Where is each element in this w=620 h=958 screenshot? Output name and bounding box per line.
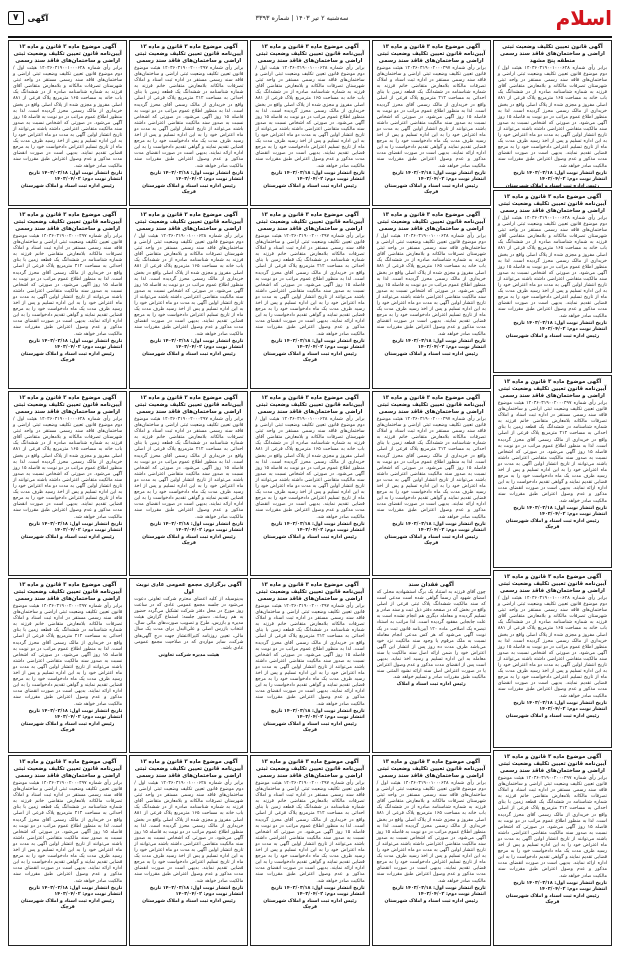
notice-body: برابر رأی شماره ۱۴۰۳۶۰۳۱۹۰۰۲۰۰۰۴۹۷ هیئت موضوع قانون تعیین تکلیف وضعیت ثبتی اراضی و ساختمان‌های فاقد سند رسمی مستقر در اداره ثبت اسناد و املاک تصرفات مالکانه بلامعارض متقاضی خانم فرزند به شماره شناسنامه در ششدانگ یک قطعه زمین با بنای احداثی به مساحت ۲۱۲ مترمربع پلاک فرعی از اصلی واقع در خریداری از مالک رسمی آقای محرز گردیده است. لذا به منظور اطلاع عموم مراتب در دو نوبت به فاصله ۱۵ روز آگهی می‌شود. در صورتی که اشخاص نسبت به صدور سند مالکیت متقاضی اعتراضی داشته باشند می‌توانند از تاریخ انتشار اولین آگهی به مدت دو ماه اعتراض خود را به این اداره تسلیم و پس از اخذ رسید ظرف مدت یک ماه دادخواست خود را به مرجع قضایی تقدیم نمایند و گواهی تقدیم دادخواست را به این اداره ارائه نمایند. بدیهی است در صورت انقضای مدت مذکور و عدم وصول اعتراض طبق مقررات سند مالکیت صادر خواهد شد. — [13, 234, 123, 337]
notice-title: آگهی موضوع ماده ۳ قانون و ماده ۱۳ آیین‌نامه قانون تعیین تکلیف وضعیت ثبتی اراضی و ساختمان‌های فاقد سند رسمی — [498, 194, 607, 214]
notice-title: آگهی موضوع ماده ۳ قانون و ماده ۱۳ آیین‌نامه قانون تعیین تکلیف وضعیت ثبتی اراضی و ساختمان‌های فاقد سند رسمی — [498, 379, 607, 399]
notice-signature: رئیس اداره ثبت اسناد و املاک شهرستان قرچک — [20, 351, 115, 363]
notice-block — [250, 208, 369, 389]
notice-body: برابر رأی شماره ۱۴۰۳۶۰۳۱۹۰۰۱۰۰۰۶۲۸ هیئت اول / دوم موضوع قانون تعیین تکلیف وضعیت ثبتی اراضی و ساختمان‌های فاقد سند رسمی مستقر در واحد ثبتی شهرستان تصرفات مالکانه و بلامعارض متقاضی آقای فرزند به شماره شناسنامه صادره از در ششدانگ یک باب خانه به مساحت ۱۶۵ مترمربع پلاک فرعی از ۸۸۱ اصلی مفروز و مجزی شده از پلاک اصلی واقع در بخش خریداری از مالک رسمی محرز گردیده است. لذا به منظور اطلاع عموم مراتب در دو نوبت به فاصله ۱۵ روز آگهی می‌شود. در صورتی که اشخاص نسبت به صدور سند مالکیت متقاضی اعتراضی داشته باشند می‌توانند از تاریخ انتشار اولین آگهی به مدت دو ماه اعتراض خود را به این اداره تسلیم و پس از اخذ رسید ظرف مدت یک ماه از تاریخ تسلیم اعتراض دادخواست خود را به مرجع قضایی تقدیم نمایند. بدیهی است در صورت انقضای مدت مذکور و عدم وصول اعتراض طبق مقررات سند مالکیت صادر خواهد شد. — [497, 66, 607, 169]
notice-title: آگهی موضوع ماده ۳ قانون و ماده ۱۳ آیین‌نامه قانون تعیین تکلیف وضعیت ثبتی اراضی و ساختمان‌های فاقد سند رسمی — [134, 759, 243, 779]
notice-signature: هیئت مدیره شرکت تعاونی — [158, 652, 220, 658]
publication-dates: تاریخ انتشار نوبت اول: ۱۴۰۳/۰۳/۱۸ تاریخ انتشار نوبت دوم: ۱۴۰۳/۰۴/۰۲ — [149, 170, 244, 182]
publication-dates: تاریخ انتشار نوبت اول: ۱۴۰۳/۰۳/۱۸ تاریخ انتشار نوبت دوم: ۱۴۰۳/۰۴/۰۲ — [28, 521, 123, 533]
notice-signature: رئیس اداره ثبت اسناد و املاک شهرستان — [142, 898, 236, 904]
notice-signature: رئیس اداره ثبت اسناد و املاک شهرستان — [20, 183, 115, 189]
notice-body: برابر رأی شماره ۱۴۰۳۶۰۳۱۹۰۰۲۰۰۰۴۹۷ هیئت موضوع قانون تعیین تکلیف وضعیت ثبتی اراضی و ساختمان‌های فاقد سند رسمی مستقر در اداره ثبت اسناد و املاک تصرفات مالکانه بلامعارض متقاضی خانم فرزند به شماره شناسنامه در ششدانگ یک قطعه زمین با بنای احداثی به مساحت ۲۱۲ مترمربع پلاک فرعی از اصلی واقع در خریداری از مالک رسمی آقای محرز گردیده است. لذا به منظور اطلاع عموم مراتب در دو نوبت به فاصله ۱۵ روز آگهی می‌شود. در صورتی که اشخاص نسبت به صدور سند مالکیت متقاضی اعتراضی داشته باشند می‌توانند از تاریخ انتشار اولین آگهی به مدت دو ماه اعتراض خود را به این اداره تسلیم و پس از اخذ رسید ظرف مدت یک ماه دادخواست خود را به مرجع قضایی تقدیم نمایند و گواهی تقدیم دادخواست را به این اداره ارائه نمایند. بدیهی است در صورت انقضای مدت مذکور و عدم وصول اعتراض طبق مقررات سند مالکیت صادر خواهد شد. — [13, 604, 123, 707]
notice-signature: رئیس اداره ثبت اسناد و املاک شهرستان — [505, 713, 600, 719]
notice-title: آگهی موضوع ماده ۳ قانون و ماده ۱۳ آیین‌نامه قانون تعیین تکلیف وضعیت ثبتی اراضی و ساختمان‌های فاقد سند رسمی — [255, 582, 365, 602]
notice-block — [129, 578, 248, 753]
notice-body: چون آقای فرزند به استناد یک برگ استشهادیه محلی که امضای شهود آن رسماً گواهی شده است مدعی است که سند مالکیت ششدانگ پلاک ثبتی فرعی از اصلی واقع در بخش که در صفحه دفتر ذیل ثبت و سند صادر و تسلیم گردیده و معامله دیگری هم انجام نشده است به علت جابجایی مفقود گردیده است. لذا مراتب به استناد تبصره یک اصلاحی ماده ۱۲۰ آیین‌نامه قانون ثبت در یک نوبت آگهی می‌شود که هر کس مدعی انجام معامله نسبت به ملک مرقوم یا وجود سند مالکیت نزد خود می‌باشد ظرف مدت ده روز پس از انتشار این آگهی اعتراض خود را ضمن ارائه اصل سند مالکیت یا سند معامله به این اداره تسلیم و رسید اخذ نماید. بدیهی است پس از انقضای مدت مذکور و عدم وصول اعتراض یا در صورت اعتراض اصل سند ارائه نشود المثنی سند مالکیت طبق مقررات صادر و تسلیم خواهد شد. — [376, 590, 486, 681]
notice-title: آگهی موضوع ماده ۳ قانون و ماده ۱۳ آیین‌نامه قانون تعیین تکلیف وضعیت ثبتی اراضی و ساختمان‌های فاقد سند رسمی — [377, 395, 486, 415]
notice-signature: رئیس اداره ثبت اسناد و املاک — [396, 682, 466, 688]
notice-block — [372, 40, 491, 206]
publication-dates: تاریخ انتشار نوبت اول: ۱۴۰۳/۰۳/۱۸ تاریخ انتشار نوبت دوم: ۱۴۰۳/۰۴/۰۲ — [392, 338, 486, 350]
notice-title: آگهی موضوع ماده ۳ قانون و ماده ۱۳ آیین‌نامه قانون تعیین تکلیف وضعیت ثبتی اراضی و ساختمان‌های فاقد سند رسمی — [134, 212, 243, 232]
notice-title: آگهی موضوع ماده ۳ قانون و ماده ۱۳ آیین‌نامه قانون تعیین تکلیف وضعیت ثبتی اراضی و ساختمان‌های فاقد سند رسمی — [255, 44, 365, 64]
publication-dates: تاریخ انتشار نوبت اول: ۱۴۰۳/۰۳/۱۸ تاریخ انتشار نوبت دوم: ۱۴۰۳/۰۴/۰۲ — [149, 338, 244, 350]
notice-block — [8, 578, 127, 753]
notice-block — [372, 578, 491, 753]
notice-block — [8, 208, 127, 389]
notice-block — [8, 391, 127, 576]
publication-dates: تاریخ انتشار نوبت اول: ۱۴۰۳/۰۳/۱۸ تاریخ انتشار نوبت دوم: ۱۴۰۳/۰۴/۰۲ — [513, 700, 607, 712]
masthead — [8, 0, 612, 38]
notice-title: آگهی موضوع ماده ۳ قانون و ماده ۱۳ آیین‌نامه قانون تعیین تکلیف وضعیت ثبتی اراضی و ساختمان‌های فاقد سند رسمی — [13, 582, 122, 602]
notice-title: آگهی موضوع ماده ۳ قانون و ماده ۱۳ آیین‌نامه قانون تعیین تکلیف وضعیت ثبتی اراضی و ساختمان‌های فاقد سند رسمی — [13, 395, 122, 415]
section-label: آگهی — [27, 13, 49, 23]
notice-body: برابر رأی شماره ۱۴۰۳۶۰۳۱۹۰۰۲۰۰۰۴۹۷ هیئت موضوع قانون تعیین تکلیف وضعیت ثبتی اراضی و ساختمان‌های فاقد سند رسمی مستقر در اداره ثبت اسناد و املاک تصرفات مالکانه بلامعارض متقاضی خانم فرزند به شماره شناسنامه در ششدانگ یک قطعه زمین با بنای احداثی به مساحت ۲۱۲ مترمربع پلاک فرعی از اصلی واقع در خریداری از مالک رسمی آقای محرز گردیده است. لذا به منظور اطلاع عموم مراتب در دو نوبت به فاصله ۱۵ روز آگهی می‌شود. در صورتی که اشخاص نسبت به صدور سند مالکیت متقاضی اعتراضی داشته باشند می‌توانند از تاریخ انتشار اولین آگهی به مدت دو ماه اعتراض خود را به این اداره تسلیم و پس از اخذ رسید ظرف مدت یک ماه دادخواست خود را به مرجع قضایی تقدیم نمایند و گواهی تقدیم دادخواست را به این اداره ارائه نمایند. بدیهی است در صورت انقضای مدت مذکور و عدم وصول اعتراض طبق مقررات سند مالکیت صادر خواهد شد. — [497, 401, 608, 504]
notice-block — [250, 391, 369, 576]
notice-body: برابر رأی شماره ۱۴۰۳۶۰۳۱۹۰۰۲۰۰۰۴۹۷ هیئت موضوع قانون تعیین تکلیف وضعیت ثبتی اراضی و ساختمان‌های فاقد سند رسمی مستقر در اداره ثبت اسناد و املاک تصرفات مالکانه بلامعارض متقاضی خانم فرزند به شماره شناسنامه در ششدانگ یک قطعه زمین با بنای احداثی به مساحت ۲۱۲ مترمربع پلاک فرعی از اصلی واقع در خریداری از مالک رسمی آقای محرز گردیده است. لذا به منظور اطلاع عموم مراتب در دو نوبت به فاصله ۱۵ روز آگهی می‌شود. در صورتی که اشخاص نسبت به صدور سند مالکیت متقاضی اعتراضی داشته باشند می‌توانند از تاریخ انتشار اولین آگهی به مدت دو ماه اعتراض خود را به این اداره تسلیم و پس از اخذ رسید ظرف مدت یک ماه دادخواست خود را به مرجع قضایی تقدیم نمایند و گواهی تقدیم دادخواست را به این اداره ارائه نمایند. بدیهی است در صورت انقضای مدت مذکور و عدم وصول اعتراض طبق مقررات سند مالکیت صادر خواهد شد. — [376, 66, 486, 169]
notice-body: برابر رأی شماره ۱۴۰۳۶۰۳۱۹۰۰۱۰۰۰۶۲۸ هیئت اول / دوم موضوع قانون تعیین تکلیف وضعیت ثبتی اراضی و ساختمان‌های فاقد سند رسمی مستقر در واحد ثبتی شهرستان تصرفات مالکانه و بلامعارض متقاضی آقای فرزند به شماره شناسنامه صادره از در ششدانگ یک باب خانه به مساحت ۱۶۵ مترمربع پلاک فرعی از ۸۸۱ اصلی مفروز و مجزی شده از پلاک اصلی واقع در بخش خریداری از مالک رسمی محرز گردیده است. لذا به منظور اطلاع عموم مراتب در دو نوبت به فاصله ۱۵ روز آگهی می‌شود. در صورتی که اشخاص نسبت به صدور سند مالکیت متقاضی اعتراضی داشته باشند می‌توانند از تاریخ انتشار اولین آگهی به مدت دو ماه اعتراض خود را به این اداره تسلیم و پس از اخذ رسید ظرف مدت یک ماه از تاریخ تسلیم اعتراض دادخواست خود را به مرجع قضایی تقدیم نمایند. بدیهی است در صورت انقضای مدت مذکور و عدم وصول اعتراض طبق مقررات سند مالکیت صادر خواهد شد. — [134, 781, 244, 884]
notice-signature: رئیس اداره ثبت اسناد و املاک شهرستان قرچک — [505, 518, 600, 530]
notice-signature: رئیس اداره ثبت اسناد و املاک شهرستان — [505, 333, 600, 339]
issue-dateline: سه‌شنبه ۲ تیر ۱۴۰۳ | شماره ۳۳۹۳ — [255, 14, 349, 22]
notice-title: آگهی موضوع ماده ۳ قانون و ماده ۱۳ آیین‌نامه قانون تعیین تکلیف وضعیت ثبتی اراضی و ساختمان‌های فاقد سند رسمی — [134, 44, 243, 64]
newspaper-logo: اسلام — [555, 6, 612, 30]
publication-dates: تاریخ انتشار نوبت اول: ۱۴۰۳/۰۳/۱۸ تاریخ انتشار نوبت دوم: ۱۴۰۳/۰۴/۰۲ — [513, 505, 607, 517]
notice-block — [372, 391, 491, 576]
publication-dates: تاریخ انتشار نوبت اول: ۱۴۰۳/۰۳/۱۸ تاریخ انتشار نوبت دوم: ۱۴۰۳/۰۴/۰۲ — [28, 708, 123, 720]
notice-signature: رئیس اداره ثبت اسناد و املاک شهرستان قرچک — [384, 534, 478, 546]
notice-block — [129, 391, 248, 576]
notice-signature: رئیس اداره ثبت اسناد و املاک شهرستان قرچک — [263, 351, 357, 363]
notice-block — [372, 208, 491, 389]
notice-body: برابر رأی شماره ۱۴۰۳۶۰۳۱۹۰۰۱۰۰۰۶۲۸ هیئت اول / دوم موضوع قانون تعیین تکلیف وضعیت ثبتی اراضی و ساختمان‌های فاقد سند رسمی مستقر در واحد ثبتی شهرستان تصرفات مالکانه و بلامعارض متقاضی آقای فرزند به شماره شناسنامه صادره از در ششدانگ یک باب خانه به مساحت ۱۶۵ مترمربع پلاک فرعی از ۸۸۱ اصلی مفروز و مجزی شده از پلاک اصلی واقع در بخش خریداری از مالک رسمی محرز گردیده است. لذا به منظور اطلاع عموم مراتب در دو نوبت به فاصله ۱۵ روز آگهی می‌شود. در صورتی که اشخاص نسبت به صدور سند مالکیت متقاضی اعتراضی داشته باشند می‌توانند از تاریخ انتشار اولین آگهی به مدت دو ماه اعتراض خود را به این اداره تسلیم و پس از اخذ رسید ظرف مدت یک ماه از تاریخ تسلیم اعتراض دادخواست خود را به مرجع قضایی تقدیم نمایند. بدیهی است در صورت انقضای مدت مذکور و عدم وصول اعتراض طبق مقررات سند مالکیت صادر خواهد شد. — [13, 417, 123, 520]
notice-signature: رئیس اداره ثبت اسناد و املاک شهرستان قرچک — [142, 183, 236, 195]
notice-title: آگهی موضوع ماده ۳ قانون و ماده ۱۳ آیین‌نامه قانون تعیین تکلیف وضعیت ثبتی اراضی و ساختمان‌های فاقد سند رسمی — [498, 574, 607, 594]
notice-block — [8, 40, 127, 206]
notice-signature: رئیس اداره ثبت اسناد و املاک شهرستان قرچک — [263, 721, 357, 733]
notice-title: آگهی قانون تعیین تکلیف وضعیت ثبتی اراضی و ساختمان‌های فاقد سند رسمی منطقه پنج مشهد — [499, 44, 605, 64]
notice-signature: رئیس اداره ثبت اسناد و املاک شهرستان قرچک — [505, 893, 600, 905]
notice-body: برابر رأی شماره ۱۴۰۳۶۰۳۱۹۰۰۲۰۰۰۴۹۷ هیئت موضوع قانون تعیین تکلیف وضعیت ثبتی اراضی و ساختمان‌های فاقد سند رسمی مستقر در اداره ثبت اسناد و املاک تصرفات مالکانه بلامعارض متقاضی خانم فرزند به شماره شناسنامه در ششدانگ یک قطعه زمین با بنای احداثی به مساحت ۲۱۲ مترمربع پلاک فرعی از اصلی واقع در خریداری از مالک رسمی آقای محرز گردیده است. لذا به منظور اطلاع عموم مراتب در دو نوبت به فاصله ۱۵ روز آگهی می‌شود. در صورتی که اشخاص نسبت به صدور سند مالکیت متقاضی اعتراضی داشته باشند می‌توانند از تاریخ انتشار اولین آگهی به مدت دو ماه اعتراض خود را به این اداره تسلیم و پس از اخذ رسید ظرف مدت یک ماه دادخواست خود را به مرجع قضایی تقدیم نمایند و گواهی تقدیم دادخواست را به این اداره ارائه نمایند. بدیهی است در صورت انقضای مدت مذکور و عدم وصول اعتراض طبق مقررات سند مالکیت صادر خواهد شد. — [255, 781, 365, 884]
page-number: ۷ — [8, 11, 24, 25]
notice-body: برابر رأی شماره ۱۴۰۳۶۰۳۱۹۰۰۲۰۰۰۴۹۷ هیئت موضوع قانون تعیین تکلیف وضعیت ثبتی اراضی و ساختمان‌های فاقد سند رسمی مستقر در اداره ثبت اسناد و املاک تصرفات مالکانه بلامعارض متقاضی خانم فرزند به شماره شناسنامه در ششدانگ یک قطعه زمین با بنای احداثی به مساحت ۲۱۲ مترمربع پلاک فرعی از اصلی واقع در خریداری از مالک رسمی آقای محرز گردیده است. لذا به منظور اطلاع عموم مراتب در دو نوبت به فاصله ۱۵ روز آگهی می‌شود. در صورتی که اشخاص نسبت به صدور سند مالکیت متقاضی اعتراضی داشته باشند می‌توانند از تاریخ انتشار اولین آگهی به مدت دو ماه اعتراض خود را به این اداره تسلیم و پس از اخذ رسید ظرف مدت یک ماه دادخواست خود را به مرجع قضایی تقدیم نمایند و گواهی تقدیم دادخواست را به این اداره ارائه نمایند. بدیهی است در صورت انقضای مدت مذکور و عدم وصول اعتراض طبق مقررات سند مالکیت صادر خواهد شد. — [255, 604, 365, 707]
publication-dates: تاریخ انتشار نوبت اول: ۱۴۰۳/۰۳/۱۸ تاریخ انتشار نوبت دوم: ۱۴۰۳/۰۴/۰۲ — [392, 170, 486, 182]
publication-dates: تاریخ انتشار نوبت اول: ۱۴۰۳/۰۳/۱۸ تاریخ انتشار نوبت دوم: ۱۴۰۳/۰۴/۰۲ — [149, 521, 244, 533]
publication-dates: تاریخ انتشار نوبت اول: ۱۴۰۳/۰۳/۱۸ تاریخ انتشار نوبت دوم: ۱۴۰۳/۰۴/۰۲ — [271, 885, 365, 897]
publication-dates: تاریخ انتشار نوبت اول: ۱۴۰۳/۰۳/۱۸ تاریخ انتشار نوبت دوم: ۱۴۰۳/۰۴/۰۲ — [392, 521, 486, 533]
notice-title: آگهی موضوع ماده ۳ قانون و ماده ۱۳ آیین‌نامه قانون تعیین تکلیف وضعیت ثبتی اراضی و ساختمان‌های فاقد سند رسمی — [134, 395, 243, 415]
notice-title: آگهی موضوع ماده ۳ قانون و ماده ۱۳ آیین‌نامه قانون تعیین تکلیف وضعیت ثبتی اراضی و ساختمان‌های فاقد سند رسمی — [377, 44, 486, 64]
publication-dates: تاریخ انتشار نوبت اول: ۱۴۰۳/۰۳/۱۸ تاریخ انتشار نوبت دوم: ۱۴۰۳/۰۴/۰۲ — [271, 170, 365, 182]
notice-body: برابر رأی شماره ۱۴۰۳۶۰۳۱۹۰۰۱۰۰۰۶۲۸ هیئت اول / دوم موضوع قانون تعیین تکلیف وضعیت ثبتی اراضی و ساختمان‌های فاقد سند رسمی مستقر در واحد ثبتی شهرستان تصرفات مالکانه و بلامعارض متقاضی آقای فرزند به شماره شناسنامه صادره از در ششدانگ یک باب خانه به مساحت ۱۶۵ مترمربع پلاک فرعی از ۸۸۱ اصلی مفروز و مجزی شده از پلاک اصلی واقع در بخش خریداری از مالک رسمی محرز گردیده است. لذا به منظور اطلاع عموم مراتب در دو نوبت به فاصله ۱۵ روز آگهی می‌شود. در صورتی که اشخاص نسبت به صدور سند مالکیت متقاضی اعتراضی داشته باشند می‌توانند از تاریخ انتشار اولین آگهی به مدت دو ماه اعتراض خود را به این اداره تسلیم و پس از اخذ رسید ظرف مدت یک ماه از تاریخ تسلیم اعتراض دادخواست خود را به مرجع قضایی تقدیم نمایند. بدیهی است در صورت انقضای مدت مذکور و عدم وصول اعتراض طبق مقررات سند مالکیت صادر خواهد شد. — [497, 596, 607, 699]
notice-block — [250, 755, 369, 946]
publication-dates: تاریخ انتشار نوبت اول: ۱۴۰۳/۰۳/۱۸ تاریخ انتشار نوبت دوم: ۱۴۰۳/۰۴/۰۲ — [271, 708, 365, 720]
notice-block — [493, 40, 612, 188]
notice-body: برابر رأی شماره ۱۴۰۳۶۰۳۱۹۰۰۲۰۰۰۴۹۷ هیئت موضوع قانون تعیین تکلیف وضعیت ثبتی اراضی و ساختمان‌های فاقد سند رسمی مستقر در اداره ثبت اسناد و املاک تصرفات مالکانه بلامعارض متقاضی خانم فرزند به شماره شناسنامه در ششدانگ یک قطعه زمین با بنای احداثی به مساحت ۲۱۲ مترمربع پلاک فرعی از اصلی واقع در خریداری از مالک رسمی آقای محرز گردیده است. لذا به منظور اطلاع عموم مراتب در دو نوبت به فاصله ۱۵ روز آگهی می‌شود. در صورتی که اشخاص نسبت به صدور سند مالکیت متقاضی اعتراضی داشته باشند می‌توانند از تاریخ انتشار اولین آگهی به مدت دو ماه اعتراض خود را به این اداره تسلیم و پس از اخذ رسید ظرف مدت یک ماه دادخواست خود را به مرجع قضایی تقدیم نمایند و گواهی تقدیم دادخواست را به این اداره ارائه نمایند. بدیهی است در صورت انقضای مدت مذکور و عدم وصول اعتراض طبق مقررات سند مالکیت صادر خواهد شد. — [134, 66, 244, 169]
publication-dates: تاریخ انتشار نوبت اول: ۱۴۰۳/۰۳/۱۸ تاریخ انتشار نوبت دوم: ۱۴۰۳/۰۴/۰۲ — [271, 521, 365, 533]
notice-block — [493, 375, 612, 568]
notice-body: برابر رأی شماره ۱۴۰۳۶۰۳۱۹۰۰۱۰۰۰۶۲۸ هیئت اول / دوم موضوع قانون تعیین تکلیف وضعیت ثبتی اراضی و ساختمان‌های فاقد سند رسمی مستقر در واحد ثبتی شهرستان تصرفات مالکانه و بلامعارض متقاضی آقای فرزند به شماره شناسنامه صادره از در ششدانگ یک باب خانه به مساحت ۱۶۵ مترمربع پلاک فرعی از ۸۸۱ اصلی مفروز و مجزی شده از پلاک اصلی واقع در بخش خریداری از مالک رسمی محرز گردیده است. لذا به منظور اطلاع عموم مراتب در دو نوبت به فاصله ۱۵ روز آگهی می‌شود. در صورتی که اشخاص نسبت به صدور سند مالکیت متقاضی اعتراضی داشته باشند می‌توانند از تاریخ انتشار اولین آگهی به مدت دو ماه اعتراض خود را به این اداره تسلیم و پس از اخذ رسید ظرف مدت یک ماه از تاریخ تسلیم اعتراض دادخواست خود را به مرجع قضایی تقدیم نمایند. بدیهی است در صورت انقضای مدت مذکور و عدم وصول اعتراض طبق مقررات سند مالکیت صادر خواهد شد. — [255, 417, 365, 520]
notice-body: برابر رأی شماره ۱۴۰۳۶۰۳۱۹۰۰۲۰۰۰۴۹۷ هیئت موضوع قانون تعیین تکلیف وضعیت ثبتی اراضی و ساختمان‌های فاقد سند رسمی مستقر در اداره ثبت اسناد و املاک تصرفات مالکانه بلامعارض متقاضی خانم فرزند به شماره شناسنامه در ششدانگ یک قطعه زمین با بنای احداثی به مساحت ۲۱۲ مترمربع پلاک فرعی از اصلی واقع در خریداری از مالک رسمی آقای محرز گردیده است. لذا به منظور اطلاع عموم مراتب در دو نوبت به فاصله ۱۵ روز آگهی می‌شود. در صورتی که اشخاص نسبت به صدور سند مالکیت متقاضی اعتراضی داشته باشند می‌توانند از تاریخ انتشار اولین آگهی به مدت دو ماه اعتراض خود را به این اداره تسلیم و پس از اخذ رسید ظرف مدت یک ماه دادخواست خود را به مرجع قضایی تقدیم نمایند و گواهی تقدیم دادخواست را به این اداره ارائه نمایند. بدیهی است در صورت انقضای مدت مذکور و عدم وصول اعتراض طبق مقررات سند مالکیت صادر خواهد شد. — [376, 417, 486, 520]
notice-title: آگهی موضوع ماده ۳ قانون و ماده ۱۳ آیین‌نامه قانون تعیین تکلیف وضعیت ثبتی اراضی و ساختمان‌های فاقد سند رسمی — [13, 759, 122, 779]
notice-body: برابر رأی شماره ۱۴۰۳۶۰۳۱۹۰۰۱۰۰۰۶۲۸ هیئت اول / دوم موضوع قانون تعیین تکلیف وضعیت ثبتی اراضی و ساختمان‌های فاقد سند رسمی مستقر در واحد ثبتی شهرستان تصرفات مالکانه و بلامعارض متقاضی آقای فرزند به شماره شناسنامه صادره از در ششدانگ یک باب خانه به مساحت ۱۶۵ مترمربع پلاک فرعی از ۸۸۱ اصلی مفروز و مجزی شده از پلاک اصلی واقع در بخش خریداری از مالک رسمی محرز گردیده است. لذا به منظور اطلاع عموم مراتب در دو نوبت به فاصله ۱۵ روز آگهی می‌شود. در صورتی که اشخاص نسبت به صدور سند مالکیت متقاضی اعتراضی داشته باشند می‌توانند از تاریخ انتشار اولین آگهی به مدت دو ماه اعتراض خود را به این اداره تسلیم و پس از اخذ رسید ظرف مدت یک ماه از تاریخ تسلیم اعتراض دادخواست خود را به مرجع قضایی تقدیم نمایند. بدیهی است در صورت انقضای مدت مذکور و عدم وصول اعتراض طبق مقررات سند مالکیت صادر خواهد شد. — [255, 66, 365, 169]
notice-block — [129, 208, 248, 389]
notice-signature: رئیس اداره ثبت اسناد و املاک شهرستان قرچک — [384, 183, 478, 195]
notice-block — [8, 755, 127, 946]
notice-body: برابر رأی شماره ۱۴۰۳۶۰۳۱۹۰۰۲۰۰۰۴۹۷ هیئت موضوع قانون تعیین تکلیف وضعیت ثبتی اراضی و ساختمان‌های فاقد سند رسمی مستقر در اداره ثبت اسناد و املاک تصرفات مالکانه بلامعارض متقاضی خانم فرزند به شماره شناسنامه در ششدانگ یک قطعه زمین با بنای احداثی به مساحت ۲۱۲ مترمربع پلاک فرعی از اصلی واقع در خریداری از مالک رسمی آقای محرز گردیده است. لذا به منظور اطلاع عموم مراتب در دو نوبت به فاصله ۱۵ روز آگهی می‌شود. در صورتی که اشخاص نسبت به صدور سند مالکیت متقاضی اعتراضی داشته باشند می‌توانند از تاریخ انتشار اولین آگهی به مدت دو ماه اعتراض خود را به این اداره تسلیم و پس از اخذ رسید ظرف مدت یک ماه دادخواست خود را به مرجع قضایی تقدیم نمایند و گواهی تقدیم دادخواست را به این اداره ارائه نمایند. بدیهی است در صورت انقضای مدت مذکور و عدم وصول اعتراض طبق مقررات سند مالکیت صادر خواهد شد. — [255, 234, 365, 337]
notice-signature: رئیس اداره ثبت اسناد و املاک شهرستان — [505, 183, 600, 188]
publication-dates: تاریخ انتشار نوبت اول: ۱۴۰۳/۰۳/۱۸ تاریخ انتشار نوبت دوم: ۱۴۰۳/۰۴/۰۲ — [513, 170, 607, 182]
notice-signature: رئیس اداره ثبت اسناد و املاک شهرستان — [142, 351, 236, 357]
notice-body: برابر رأی شماره ۱۴۰۳۶۰۳۱۹۰۰۱۰۰۰۶۲۸ هیئت اول / دوم موضوع قانون تعیین تکلیف وضعیت ثبتی اراضی و ساختمان‌های فاقد سند رسمی مستقر در واحد ثبتی شهرستان تصرفات مالکانه و بلامعارض متقاضی آقای فرزند به شماره شناسنامه صادره از در ششدانگ یک باب خانه به مساحت ۱۶۵ مترمربع پلاک فرعی از ۸۸۱ اصلی مفروز و مجزی شده از پلاک اصلی واقع در بخش خریداری از مالک رسمی محرز گردیده است. لذا به منظور اطلاع عموم مراتب در دو نوبت به فاصله ۱۵ روز آگهی می‌شود. در صورتی که اشخاص نسبت به صدور سند مالکیت متقاضی اعتراضی داشته باشند می‌توانند از تاریخ انتشار اولین آگهی به مدت دو ماه اعتراض خود را به این اداره تسلیم و پس از اخذ رسید ظرف مدت یک ماه از تاریخ تسلیم اعتراض دادخواست خود را به مرجع قضایی تقدیم نمایند. بدیهی است در صورت انقضای مدت مذکور و عدم وصول اعتراض طبق مقررات سند مالکیت صادر خواهد شد. — [497, 216, 607, 319]
notice-block — [372, 755, 491, 946]
notice-title: آگهی موضوع ماده ۳ قانون و ماده ۱۳ آیین‌نامه قانون تعیین تکلیف وضعیت ثبتی اراضی و ساختمان‌های فاقد سند رسمی — [13, 212, 122, 232]
notice-signature: رئیس اداره ثبت اسناد و املاک شهرستان — [263, 183, 357, 189]
notice-signature: رئیس اداره ثبت اسناد و املاک شهرستان — [384, 351, 478, 357]
notice-block — [493, 750, 612, 946]
notice-body: برابر رأی شماره ۱۴۰۳۶۰۳۱۹۰۰۲۰۰۰۴۹۷ هیئت موضوع قانون تعیین تکلیف وضعیت ثبتی اراضی و ساختمان‌های فاقد سند رسمی مستقر در اداره ثبت اسناد و املاک تصرفات مالکانه بلامعارض متقاضی خانم فرزند به شماره شناسنامه در ششدانگ یک قطعه زمین با بنای احداثی به مساحت ۲۱۲ مترمربع پلاک فرعی از اصلی واقع در خریداری از مالک رسمی آقای محرز گردیده است. لذا به منظور اطلاع عموم مراتب در دو نوبت به فاصله ۱۵ روز آگهی می‌شود. در صورتی که اشخاص نسبت به صدور سند مالکیت متقاضی اعتراضی داشته باشند می‌توانند از تاریخ انتشار اولین آگهی به مدت دو ماه اعتراض خود را به این اداره تسلیم و پس از اخذ رسید ظرف مدت یک ماه دادخواست خود را به مرجع قضایی تقدیم نمایند و گواهی تقدیم دادخواست را به این اداره ارائه نمایند. بدیهی است در صورت انقضای مدت مذکور و عدم وصول اعتراض طبق مقررات سند مالکیت صادر خواهد شد. — [13, 781, 123, 884]
notice-signature: رئیس اداره ثبت اسناد و املاک شهرستان — [384, 898, 478, 904]
notice-block — [129, 755, 248, 946]
notice-signature: رئیس اداره ثبت اسناد و املاک شهرستان قرچک — [20, 898, 115, 910]
notice-title: آگهی موضوع ماده ۳ قانون و ماده ۱۳ آیین‌نامه قانون تعیین تکلیف وضعیت ثبتی اراضی و ساختمان‌های فاقد سند رسمی — [255, 212, 365, 232]
notice-signature: رئیس اداره ثبت اسناد و املاک شهرستان قرچک — [142, 534, 236, 546]
notice-block — [493, 570, 612, 748]
classified-ads-grid — [8, 40, 612, 952]
publication-dates: تاریخ انتشار نوبت اول: ۱۴۰۳/۰۳/۱۸ تاریخ انتشار نوبت دوم: ۱۴۰۳/۰۴/۰۲ — [392, 885, 486, 897]
notice-title: آگهی برگزاری مجمع عمومی عادی نوبت اول — [135, 582, 242, 595]
notice-body: بدینوسیله از کلیه اعضای محترم شرکت تعاونی دعوت می‌شود در جلسه مجمع عمومی عادی که در ساعت روز مورخ در محل دفتر شرکت تشکیل می‌گردد حضور به هم رسانند. دستور جلسه: استماع گزارش هیئت مدیره و بازرس، طرح و تصویب صورت‌های مالی سال، انتخاب بازرس اصلی و علی‌البدل برای مدت یک سال مالی، تعیین روزنامه کثیرالانتشار جهت درج آگهی‌های شرکت، سایر مواردی که در صلاحیت مجمع عمومی عادی باشد. — [134, 597, 244, 651]
notice-signature: رئیس اداره ثبت اسناد و املاک شهرستان — [263, 534, 357, 540]
publication-dates: تاریخ انتشار نوبت اول: ۱۴۰۳/۰۳/۱۸ تاریخ انتشار نوبت دوم: ۱۴۰۳/۰۴/۰۲ — [28, 885, 123, 897]
publication-dates: تاریخ انتشار نوبت اول: ۱۴۰۳/۰۳/۱۸ تاریخ انتشار نوبت دوم: ۱۴۰۳/۰۴/۰۲ — [28, 338, 123, 350]
publication-dates: تاریخ انتشار نوبت اول: ۱۴۰۳/۰۳/۱۸ تاریخ انتشار نوبت دوم: ۱۴۰۳/۰۴/۰۲ — [149, 885, 244, 897]
notice-title: آگهی موضوع ماده ۳ قانون و ماده ۱۳ آیین‌نامه قانون تعیین تکلیف وضعیت ثبتی اراضی و ساختمان‌های فاقد سند رسمی — [377, 212, 486, 232]
notice-title: آگهی موضوع ماده ۳ قانون و ماده ۱۳ آیین‌نامه قانون تعیین تکلیف وضعیت ثبتی اراضی و ساختمان‌های فاقد سند رسمی — [377, 759, 486, 779]
notice-title: آگهی موضوع ماده ۳ قانون و ماده ۱۳ آیین‌نامه قانون تعیین تکلیف وضعیت ثبتی اراضی و ساختمان‌های فاقد سند رسمی — [255, 395, 365, 415]
notice-body: برابر رأی شماره ۱۴۰۳۶۰۳۱۹۰۰۱۰۰۰۶۲۸ هیئت اول / دوم موضوع قانون تعیین تکلیف وضعیت ثبتی اراضی و ساختمان‌های فاقد سند رسمی مستقر در واحد ثبتی شهرستان تصرفات مالکانه و بلامعارض متقاضی آقای فرزند به شماره شناسنامه صادره از در ششدانگ یک باب خانه به مساحت ۱۶۵ مترمربع پلاک فرعی از ۸۸۱ اصلی مفروز و مجزی شده از پلاک اصلی واقع در بخش خریداری از مالک رسمی محرز گردیده است. لذا به منظور اطلاع عموم مراتب در دو نوبت به فاصله ۱۵ روز آگهی می‌شود. در صورتی که اشخاص نسبت به صدور سند مالکیت متقاضی اعتراضی داشته باشند می‌توانند از تاریخ انتشار اولین آگهی به مدت دو ماه اعتراض خود را به این اداره تسلیم و پس از اخذ رسید ظرف مدت یک ماه از تاریخ تسلیم اعتراض دادخواست خود را به مرجع قضایی تقدیم نمایند. بدیهی است در صورت انقضای مدت مذکور و عدم وصول اعتراض طبق مقررات سند مالکیت صادر خواهد شد. — [134, 234, 244, 337]
notice-signature: رئیس اداره ثبت اسناد و املاک شهرستان قرچک — [263, 898, 357, 910]
page-indicator — [8, 11, 48, 25]
notice-title: آگهی موضوع ماده ۳ قانون و ماده ۱۳ آیین‌نامه قانون تعیین تکلیف وضعیت ثبتی اراضی و ساختمان‌های فاقد سند رسمی — [13, 44, 122, 64]
notice-block — [493, 190, 612, 373]
notice-title: آگهی فقدان سند — [408, 582, 454, 588]
publication-dates: تاریخ انتشار نوبت اول: ۱۴۰۳/۰۳/۱۸ تاریخ انتشار نوبت دوم: ۱۴۰۳/۰۴/۰۲ — [513, 880, 607, 892]
publication-dates: تاریخ انتشار نوبت اول: ۱۴۰۳/۰۳/۱۸ تاریخ انتشار نوبت دوم: ۱۴۰۳/۰۴/۰۲ — [513, 320, 607, 332]
notice-body: برابر رأی شماره ۱۴۰۳۶۰۳۱۹۰۰۱۰۰۰۶۲۸ هیئت اول / دوم موضوع قانون تعیین تکلیف وضعیت ثبتی اراضی و ساختمان‌های فاقد سند رسمی مستقر در واحد ثبتی شهرستان تصرفات مالکانه و بلامعارض متقاضی آقای فرزند به شماره شناسنامه صادره از در ششدانگ یک باب خانه به مساحت ۱۶۵ مترمربع پلاک فرعی از ۸۸۱ اصلی مفروز و مجزی شده از پلاک اصلی واقع در بخش خریداری از مالک رسمی محرز گردیده است. لذا به منظور اطلاع عموم مراتب در دو نوبت به فاصله ۱۵ روز آگهی می‌شود. در صورتی که اشخاص نسبت به صدور سند مالکیت متقاضی اعتراضی داشته باشند می‌توانند از تاریخ انتشار اولین آگهی به مدت دو ماه اعتراض خود را به این اداره تسلیم و پس از اخذ رسید ظرف مدت یک ماه از تاریخ تسلیم اعتراض دادخواست خود را به مرجع قضایی تقدیم نمایند. بدیهی است در صورت انقضای مدت مذکور و عدم وصول اعتراض طبق مقررات سند مالکیت صادر خواهد شد. — [376, 234, 486, 337]
notice-block — [250, 578, 369, 753]
notice-signature: رئیس اداره ثبت اسناد و املاک شهرستان قرچک — [20, 721, 115, 733]
notice-body: برابر رأی شماره ۱۴۰۳۶۰۳۱۹۰۰۲۰۰۰۴۹۷ هیئت موضوع قانون تعیین تکلیف وضعیت ثبتی اراضی و ساختمان‌های فاقد سند رسمی مستقر در اداره ثبت اسناد و املاک تصرفات مالکانه بلامعارض متقاضی خانم فرزند به شماره شناسنامه در ششدانگ یک قطعه زمین با بنای احداثی به مساحت ۲۱۲ مترمربع پلاک فرعی از اصلی واقع در خریداری از مالک رسمی آقای محرز گردیده است. لذا به منظور اطلاع عموم مراتب در دو نوبت به فاصله ۱۵ روز آگهی می‌شود. در صورتی که اشخاص نسبت به صدور سند مالکیت متقاضی اعتراضی داشته باشند می‌توانند از تاریخ انتشار اولین آگهی به مدت دو ماه اعتراض خود را به این اداره تسلیم و پس از اخذ رسید ظرف مدت یک ماه دادخواست خود را به مرجع قضایی تقدیم نمایند و گواهی تقدیم دادخواست را به این اداره ارائه نمایند. بدیهی است در صورت انقضای مدت مذکور و عدم وصول اعتراض طبق مقررات سند مالکیت صادر خواهد شد. — [134, 417, 244, 520]
publication-dates: تاریخ انتشار نوبت اول: ۱۴۰۳/۰۳/۱۸ تاریخ انتشار نوبت دوم: ۱۴۰۳/۰۴/۰۲ — [271, 338, 365, 350]
notice-body: برابر رأی شماره ۱۴۰۳۶۰۳۱۹۰۰۱۰۰۰۶۲۸ هیئت اول / دوم موضوع قانون تعیین تکلیف وضعیت ثبتی اراضی و ساختمان‌های فاقد سند رسمی مستقر در واحد ثبتی شهرستان تصرفات مالکانه و بلامعارض متقاضی آقای فرزند به شماره شناسنامه صادره از در ششدانگ یک باب خانه به مساحت ۱۶۵ مترمربع پلاک فرعی از ۸۸۱ اصلی مفروز و مجزی شده از پلاک اصلی واقع در بخش خریداری از مالک رسمی محرز گردیده است. لذا به منظور اطلاع عموم مراتب در دو نوبت به فاصله ۱۵ روز آگهی می‌شود. در صورتی که اشخاص نسبت به صدور سند مالکیت متقاضی اعتراضی داشته باشند می‌توانند از تاریخ انتشار اولین آگهی به مدت دو ماه اعتراض خود را به این اداره تسلیم و پس از اخذ رسید ظرف مدت یک ماه از تاریخ تسلیم اعتراض دادخواست خود را به مرجع قضایی تقدیم نمایند. بدیهی است در صورت انقضای مدت مذکور و عدم وصول اعتراض طبق مقررات سند مالکیت صادر خواهد شد. — [376, 781, 486, 884]
notice-block — [129, 40, 248, 206]
notice-title: آگهی موضوع ماده ۳ قانون و ماده ۱۳ آیین‌نامه قانون تعیین تکلیف وضعیت ثبتی اراضی و ساختمان‌های فاقد سند رسمی — [255, 759, 365, 779]
notice-signature: رئیس اداره ثبت اسناد و املاک شهرستان — [20, 534, 115, 540]
notice-body: برابر رأی شماره ۱۴۰۳۶۰۳۱۹۰۰۲۰۰۰۴۹۷ هیئت موضوع قانون تعیین تکلیف وضعیت ثبتی اراضی و ساختمان‌های فاقد سند رسمی مستقر در اداره ثبت اسناد و املاک تصرفات مالکانه بلامعارض متقاضی خانم فرزند به شماره شناسنامه در ششدانگ یک قطعه زمین با بنای احداثی به مساحت ۲۱۲ مترمربع پلاک فرعی از اصلی واقع در خریداری از مالک رسمی آقای محرز گردیده است. لذا به منظور اطلاع عموم مراتب در دو نوبت به فاصله ۱۵ روز آگهی می‌شود. در صورتی که اشخاص نسبت به صدور سند مالکیت متقاضی اعتراضی داشته باشند می‌توانند از تاریخ انتشار اولین آگهی به مدت دو ماه اعتراض خود را به این اداره تسلیم و پس از اخذ رسید ظرف مدت یک ماه دادخواست خود را به مرجع قضایی تقدیم نمایند و گواهی تقدیم دادخواست را به این اداره ارائه نمایند. بدیهی است در صورت انقضای مدت مذکور و عدم وصول اعتراض طبق مقررات سند مالکیت صادر خواهد شد. — [497, 776, 608, 879]
notice-block — [250, 40, 369, 206]
notice-body: برابر رأی شماره ۱۴۰۳۶۰۳۱۹۰۰۱۰۰۰۶۲۸ هیئت اول / دوم موضوع قانون تعیین تکلیف وضعیت ثبتی اراضی و ساختمان‌های فاقد سند رسمی مستقر در واحد ثبتی شهرستان تصرفات مالکانه و بلامعارض متقاضی آقای فرزند به شماره شناسنامه صادره از در ششدانگ یک باب خانه به مساحت ۱۶۵ مترمربع پلاک فرعی از ۸۸۱ اصلی مفروز و مجزی شده از پلاک اصلی واقع در بخش خریداری از مالک رسمی محرز گردیده است. لذا به منظور اطلاع عموم مراتب در دو نوبت به فاصله ۱۵ روز آگهی می‌شود. در صورتی که اشخاص نسبت به صدور سند مالکیت متقاضی اعتراضی داشته باشند می‌توانند از تاریخ انتشار اولین آگهی به مدت دو ماه اعتراض خود را به این اداره تسلیم و پس از اخذ رسید ظرف مدت یک ماه از تاریخ تسلیم اعتراض دادخواست خود را به مرجع قضایی تقدیم نمایند. بدیهی است در صورت انقضای مدت مذکور و عدم وصول اعتراض طبق مقررات سند مالکیت صادر خواهد شد. — [13, 66, 123, 169]
publication-dates: تاریخ انتشار نوبت اول: ۱۴۰۳/۰۳/۱۸ تاریخ انتشار نوبت دوم: ۱۴۰۳/۰۴/۰۲ — [28, 170, 123, 182]
notice-title: آگهی موضوع ماده ۳ قانون و ماده ۱۳ آیین‌نامه قانون تعیین تکلیف وضعیت ثبتی اراضی و ساختمان‌های فاقد سند رسمی — [498, 754, 607, 774]
